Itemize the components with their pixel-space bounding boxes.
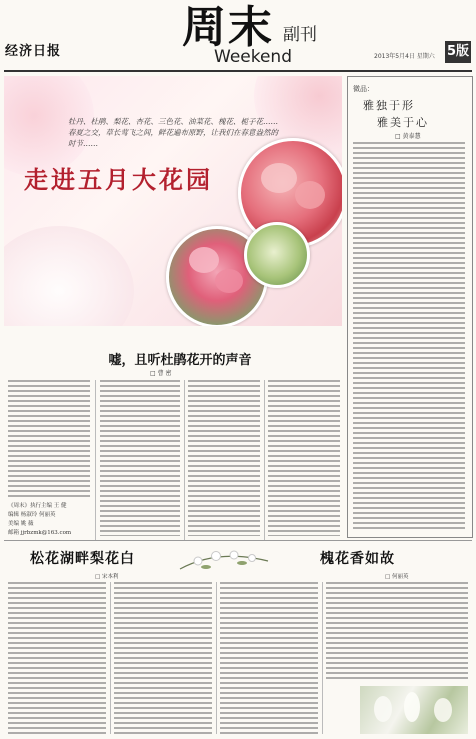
editor-line: 美编 姚 薇 — [8, 521, 34, 527]
dateline: 2013年5月4日 星期六 — [374, 53, 435, 60]
locust-blossom-photo — [360, 686, 468, 734]
editor-line: 编辑 杨淑玲 何丽英 — [8, 512, 56, 518]
column-divider — [184, 380, 185, 540]
section-divider — [4, 540, 472, 541]
sidebar-body — [353, 142, 465, 530]
sidebar-byline: □ 黄泰慧 — [395, 133, 421, 140]
sidebar-title-line2: 雅美于心 — [377, 116, 429, 129]
banner-intro: 牡丹、杜鹃、梨花、杏花、三色花、油菜花、槐花、栀子花……春夏之交，草长莺飞之间，鲜花遍布原野，让我们在春意盎然的时节…… — [68, 117, 278, 148]
column-divider — [216, 582, 217, 734]
article-title: 嘘，且听杜鹃花开的声音 — [108, 353, 252, 368]
article-body-column — [8, 380, 90, 498]
sidebar-tag: 微品： — [353, 85, 374, 93]
pear-article-body — [114, 582, 212, 734]
article-byline: □ 曹 密 — [150, 370, 172, 377]
locust-article-body — [326, 582, 468, 682]
banner-title: 走进五月大花园 — [24, 165, 213, 194]
article-body-column — [100, 380, 180, 536]
sidebar-title-line1: 雅独于形 — [363, 99, 415, 112]
article-body-column — [188, 380, 260, 536]
pear-article-byline: □ 宋本利 — [95, 574, 119, 580]
editor-line: 《周末》执行主编 王 健 — [8, 503, 67, 509]
section-title-en: Weekend — [214, 47, 292, 67]
pear-article-body — [220, 582, 318, 734]
column-divider — [264, 380, 265, 540]
pear-blossom-illustration — [176, 543, 272, 577]
section-title-cn: 周末 — [182, 2, 274, 53]
column-divider — [322, 582, 323, 734]
masthead-rule — [4, 70, 472, 72]
banner-flower-blob — [4, 226, 134, 326]
pear-article-body — [8, 582, 106, 734]
column-divider — [95, 380, 96, 540]
pear-article-title: 松花湖畔梨花白 — [30, 551, 135, 567]
editor-line: 邮箱 jjrbzmk@163.com — [8, 530, 72, 536]
page-number-badge: 5版 — [445, 41, 471, 63]
blossom-photo — [244, 222, 310, 288]
locust-article-title: 槐花香如故 — [320, 551, 395, 567]
paper-name: 经济日报 — [5, 44, 62, 59]
locust-article-byline: □ 何丽英 — [385, 574, 409, 580]
feature-banner — [4, 76, 342, 326]
section-suffix: 副刊 — [283, 25, 317, 45]
article-body-column — [268, 380, 340, 536]
column-divider — [110, 582, 111, 734]
